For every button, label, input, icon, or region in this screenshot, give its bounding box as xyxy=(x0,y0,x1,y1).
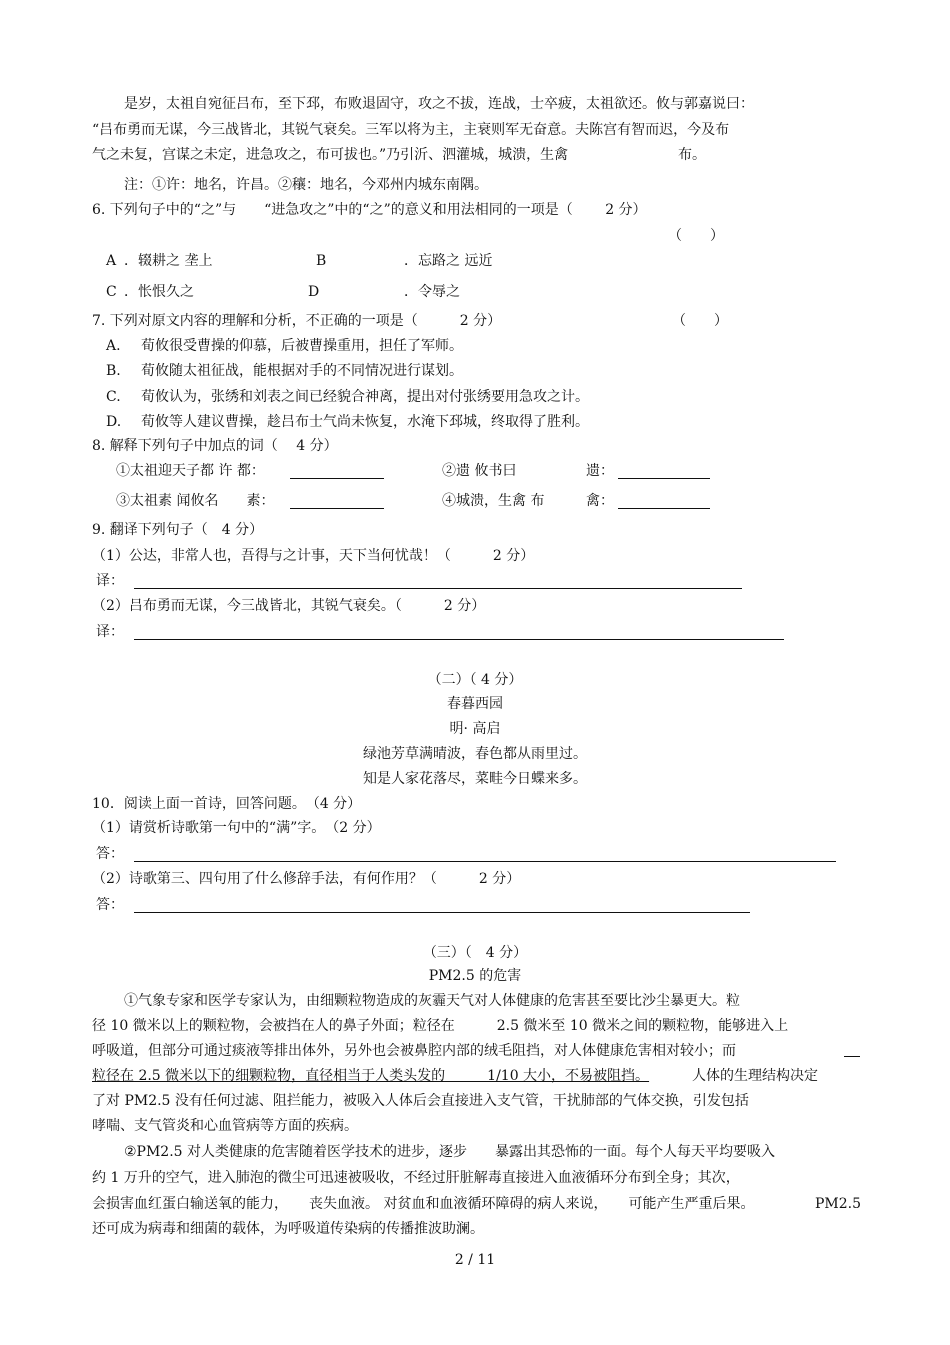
pm-p2-line-3-end: PM2.5 xyxy=(815,1196,862,1212)
q9-sentence-1: （1）公达，非常人也，吾得与之计事，天下当何忧哉！（ 2 分） xyxy=(92,548,535,564)
q7-option-c-label: C. xyxy=(106,389,121,405)
q6-option-c-text: ．怅恨久之 xyxy=(124,284,194,300)
poem-section-heading: （二）（ 4 分） xyxy=(427,672,523,688)
q6-option-d-text: ．令辱之 xyxy=(404,284,460,300)
passage-line-2: “吕布勇而无谋，今三战皆北，其锐气衰矣。三军以将为主，主衰则军无奋意。夫陈宫有智而迟，今及布 xyxy=(92,122,730,138)
pm-p1-line-2: 径 10 微米以上的颗粒物，会被挡在人的鼻子外面；粒径在 2.5 微米至 10 微米之间的颗粒物，能够进入上 xyxy=(92,1018,789,1034)
q8-item-2: ②遗 攸书曰 xyxy=(442,463,517,479)
pm-p1-line-5: 了对 PM2.5 没有任何过滤、阻拦能力，被吸入人体后会直接进入支气管，干扰肺部的气体交换，引发包括 xyxy=(92,1093,749,1109)
q9-stem: 9. 翻译下列句子（ 4 分） xyxy=(92,522,264,538)
pm-p1-line-1: ①气象专家和医学专家认为，由细颗粒物造成的灰霾天气对人体健康的危害甚至要比沙尘暴更大。粒 xyxy=(124,993,740,1009)
q7-stem: 7. 下列对原文内容的理解和分析，不正确的一项是（ 2 分） xyxy=(92,313,502,329)
q9-yi-label-1: 译： xyxy=(96,573,124,589)
q10-answer-line-2[interactable] xyxy=(134,912,750,913)
passage-line-1: 是岁，太祖自宛征吕布，至下邳，布败退固守，攻之不拔，连战，士卒疲，太祖欲还。攸与郭嘉说曰： xyxy=(124,96,754,112)
q10-da-label-1: 答： xyxy=(96,846,124,862)
pm-p1-underlined-sentence: 粒径在 2.5 微米以下的细颗粒物，直径相当于人类头发的 1/10 大小，不易被阻挡。 xyxy=(92,1068,650,1084)
q7-option-d-text: 荀攸等人建议曹操，趁吕布士气尚未恢复，水淹下邳城，终取得了胜利。 xyxy=(141,414,589,430)
pm-p1-line-3-dash xyxy=(844,1056,860,1057)
q8-item-3-answer-line[interactable] xyxy=(290,508,384,509)
q9-answer-line-2[interactable] xyxy=(134,639,784,640)
q7-option-a-text: 荀攸很受曹操的仰慕，后被曹操重用，担任了军师。 xyxy=(141,338,463,354)
passage-note: 注：①许：地名，许昌。②穰：地名，今邓州内城东南隅。 xyxy=(124,177,488,193)
q9-yi-label-2: 译： xyxy=(96,624,124,640)
poem-line-2: 知是人家花落尽，菜畦今日蝶来多。 xyxy=(363,771,587,787)
q6-option-a-text: ．辍耕之 垄上 xyxy=(124,253,213,269)
q6-answer-bracket: （ ） xyxy=(668,228,724,244)
q8-stem: 8. 解释下列句子中加点的词（ 4 分） xyxy=(92,438,338,454)
q8-item-4: ④城溃，生禽 布 xyxy=(442,493,545,509)
q8-item-3: ③太祖素 闻攸名 素： xyxy=(116,493,275,509)
q10-da-label-2: 答： xyxy=(96,897,124,913)
poem-author: 明· 高启 xyxy=(449,721,501,737)
q7-option-b-text: 荀攸随太祖征战，能根据对手的不同情况进行谋划。 xyxy=(141,363,463,379)
q7-option-b-label: B. xyxy=(106,363,121,379)
q7-option-a-label: A. xyxy=(106,338,121,354)
pm-p2-line-2: 约 1 万升的空气，进入肺泡的微尘可迅速被吸收，不经过肝脏解毒直接进入血液循环分布到全身；其次， xyxy=(92,1170,740,1186)
poem-line-1: 绿池芳草满晴波，春色都从雨里过。 xyxy=(363,746,587,762)
pm-p1-line-4-end: 人体的生理结构决定 xyxy=(692,1068,818,1084)
q6-option-b-label: B xyxy=(316,253,327,269)
pm-p2-line-3: 会损害血红蛋白输送氧的能力， 丧失血液。 对贫血和血液循环障碍的病人来说， 可能产生严重后果。 xyxy=(92,1196,755,1212)
q6-option-d-label: D xyxy=(308,284,320,300)
q10-stem: 10．阅读上面一首诗，回答问题。 （4 分） xyxy=(92,796,362,812)
passage-line-3-end: 布。 xyxy=(678,147,706,163)
q6-option-b-text: ．忘路之 远近 xyxy=(404,253,493,269)
q10-answer-line-1[interactable] xyxy=(134,861,836,862)
passage-line-3: 气之未复，宫谋之未定，进急攻之，布可拔也。”乃引沂、泗灌城，城溃，生禽 xyxy=(92,147,569,163)
q6-option-c-label: C xyxy=(106,284,117,300)
q8-item-2-label: 遗： xyxy=(586,463,614,479)
q7-option-c-text: 荀攸认为，张绣和刘表之间已经貌合神离，提出对付张绣要用急攻之计。 xyxy=(141,389,589,405)
pm-p2-line-1: ②PM2.5 对人类健康的危害随着医学技术的进步，逐步 暴露出其恐怖的一面。每个人每天平均要吸入 xyxy=(124,1144,776,1160)
poem-title: 春暮西园 xyxy=(447,696,503,712)
q8-item-1: ①太祖迎天子都 许 都： xyxy=(116,463,265,479)
page-number: 2 / 11 xyxy=(454,1252,496,1268)
pm-section-heading: （三）（ 4 分） xyxy=(422,945,528,961)
q6-stem: 6. 下列句子中的“之”与 “进急攻之”中的“之”的意义和用法相同的一项是（ 2 分） xyxy=(92,202,647,218)
q8-item-4-label: 禽： xyxy=(586,493,614,509)
q9-answer-line-1[interactable] xyxy=(134,588,742,589)
q10-sub-2: （2）诗歌第三、四句用了什么修辞手法，有何作用？（ 2 分） xyxy=(92,871,521,887)
pm-p1-line-3: 呼吸道，但部分可通过痰液等排出体外，另外也会被鼻腔内部的绒毛阻挡，对人体健康危害相对较小；而 xyxy=(92,1043,736,1059)
q10-sub-1: （1）请赏析诗歌第一句中的“满”字。 （2 分） xyxy=(92,820,381,836)
q8-item-4-answer-line[interactable] xyxy=(618,508,710,509)
pm-p1-line-6: 哮喘、支气管炎和心血管病等方面的疾病。 xyxy=(92,1118,358,1134)
q6-option-a-label: A xyxy=(106,253,117,269)
q7-option-d-label: D. xyxy=(106,414,122,430)
pm-p2-line-4: 还可成为病毒和细菌的载体，为呼吸道传染病的传播推波助澜。 xyxy=(92,1221,484,1237)
q8-item-2-answer-line[interactable] xyxy=(618,478,710,479)
q8-item-1-answer-line[interactable] xyxy=(290,478,384,479)
q7-answer-bracket: （ ） xyxy=(672,313,728,329)
pm-title: PM2.5 的危害 xyxy=(428,968,522,984)
q9-sentence-2: （2）吕布勇而无谋，今三战皆北，其锐气衰矣。（ 2 分） xyxy=(92,598,486,614)
